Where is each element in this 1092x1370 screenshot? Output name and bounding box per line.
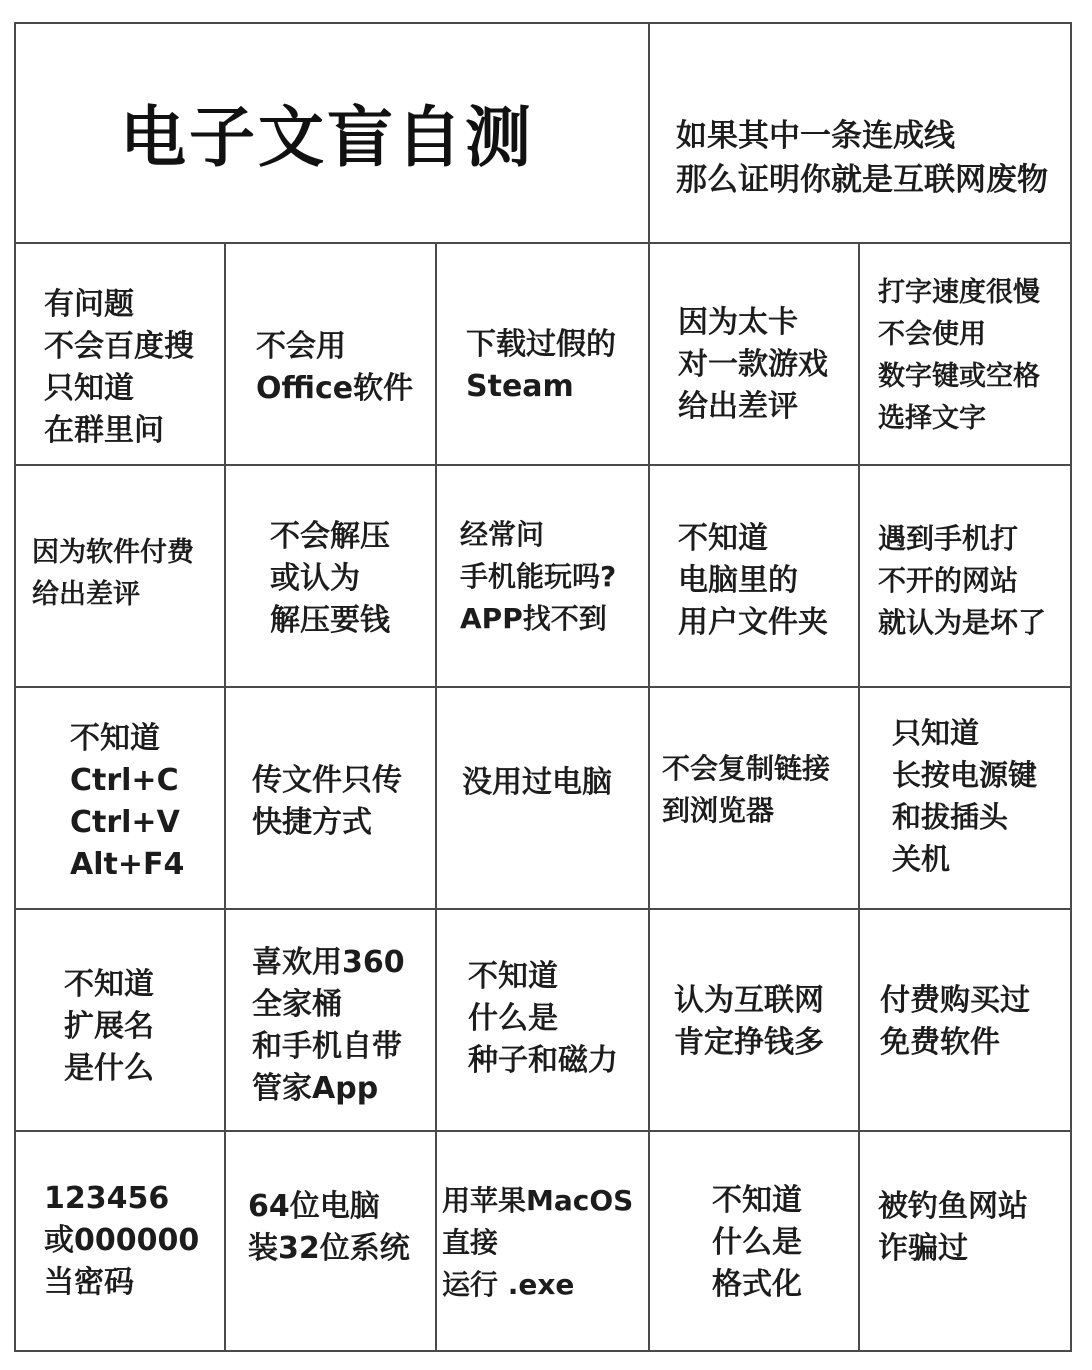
bingo-cell: 123456 或000000 当密码 xyxy=(44,1181,200,1300)
bingo-cell: 传文件只传 快捷方式 xyxy=(252,763,402,840)
bingo-cell: 不知道 电脑里的 用户文件夹 xyxy=(678,521,828,640)
bingo-cell: 被钓鱼网站 诈骗过 xyxy=(878,1189,1028,1266)
grid-line xyxy=(224,242,226,1352)
bingo-cell: 不会用 Office软件 xyxy=(256,329,414,406)
bingo-cell: 付费购买过 免费软件 xyxy=(880,983,1030,1060)
bingo-cell: 下载过假的 Steam xyxy=(466,327,616,404)
bingo-cell: 不知道 Ctrl+C Ctrl+V Alt+F4 xyxy=(70,721,185,882)
bingo-cell: 不会解压 或认为 解压要钱 xyxy=(270,519,390,638)
bingo-cell: 不知道 什么是 种子和磁力 xyxy=(468,959,618,1078)
bingo-cell: 认为互联网 肯定挣钱多 xyxy=(674,983,824,1060)
bingo-cell: 不知道 什么是 格式化 xyxy=(712,1183,802,1302)
bingo-cell: 喜欢用360 全家桶 和手机自带 管家App xyxy=(252,945,405,1106)
grid-line xyxy=(14,464,1072,466)
grid-line xyxy=(1070,22,1072,1352)
bingo-cell: 遇到手机打 不开的网站 就认为是坏了 xyxy=(878,522,1047,639)
bingo-cell: 没用过电脑 xyxy=(462,765,612,800)
grid-line xyxy=(14,22,1072,24)
bingo-cell: 打字速度很慢 不会使用 数字键或空格 选择文字 xyxy=(878,277,1040,434)
grid-line xyxy=(14,22,16,1352)
bingo-cell: 有问题 不会百度搜 只知道 在群里问 xyxy=(44,287,194,448)
bingo-cell: 经常问 手机能玩吗? APP找不到 xyxy=(460,518,617,635)
grid-line xyxy=(648,22,650,1352)
bingo-cell: 不知道 扩展名 是什么 xyxy=(64,967,154,1086)
bingo-cell: 只知道 长按电源键 和拔插头 关机 xyxy=(892,716,1038,876)
grid-line xyxy=(14,242,1072,244)
grid-line xyxy=(14,908,1072,910)
bingo-cell: 用苹果MacOS 直接 运行 .exe xyxy=(442,1184,634,1301)
bingo-cell: 因为太卡 对一款游戏 给出差评 xyxy=(678,305,828,424)
bingo-cell: 因为软件付费 给出差评 xyxy=(32,537,194,610)
grid-line xyxy=(14,1350,1072,1352)
rule-text: 如果其中一条连成线 那么证明你就是互联网废物 xyxy=(676,118,1048,198)
bingo-cell: 64位电脑 装32位系统 xyxy=(248,1189,410,1266)
grid-line xyxy=(14,686,1072,688)
page-title: 电子文盲自测 xyxy=(120,99,534,176)
grid-line xyxy=(435,242,437,1352)
bingo-sheet xyxy=(14,22,1072,1352)
grid-line xyxy=(858,242,860,1352)
bingo-cell: 不会复制链接 到浏览器 xyxy=(662,752,831,827)
grid-line xyxy=(14,1130,1072,1132)
